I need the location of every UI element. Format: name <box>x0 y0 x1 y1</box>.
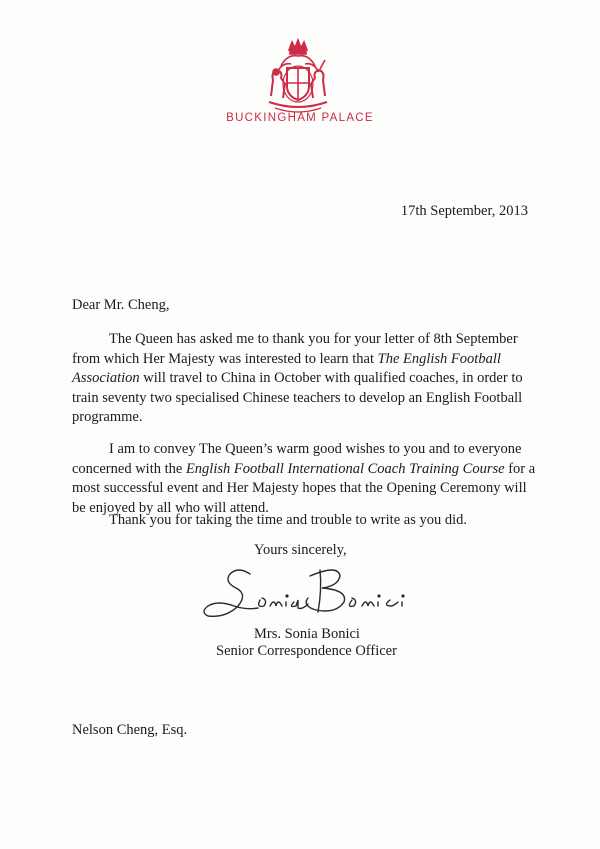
royal-coat-of-arms-icon <box>257 36 339 118</box>
paragraph-2-text-a: I am to convey The Queen’s warm good wishes to you and to everyone concerned with the <box>72 441 522 477</box>
salutation: Dear Mr. Cheng, <box>72 297 170 313</box>
letter-date: 17th September, 2013 <box>400 203 528 219</box>
paragraph-2 <box>72 440 538 518</box>
letterhead-palace: BUCKINGHAM PALACE <box>226 112 374 124</box>
paragraph-2-italic: English Football International Coach Training Course <box>185 460 505 477</box>
paragraph-1-text-a: The Queen has asked me to thank you for your letter of 8th September from which Her Majesty was interested to learn that <box>72 331 518 367</box>
paragraph-1-italic: The English Football Association <box>72 350 501 386</box>
handwritten-signature <box>198 562 448 628</box>
recipient-name: Nelson Cheng, Esq. <box>72 722 188 738</box>
closing: Yours sincerely, <box>254 542 347 558</box>
paragraph-3-text: Thank you for taking the time and trouble to write as you did. <box>109 512 467 528</box>
paragraph-1-text-b: will travel to China in October with qualified coaches, in order to train seventy two specialised Chinese teachers to develop an English Football programme. <box>72 370 523 425</box>
paragraph-3 <box>72 511 538 531</box>
paragraph-1 <box>72 330 538 428</box>
signatory-title: Senior Correspondence Officer <box>216 643 397 659</box>
signatory-name: Mrs. Sonia Bonici <box>254 626 360 642</box>
paragraph-2-text-b: for a most successful event and Her Majesty hopes that the Opening Ceremony will be enjoyed by all who will attend. <box>72 460 536 516</box>
